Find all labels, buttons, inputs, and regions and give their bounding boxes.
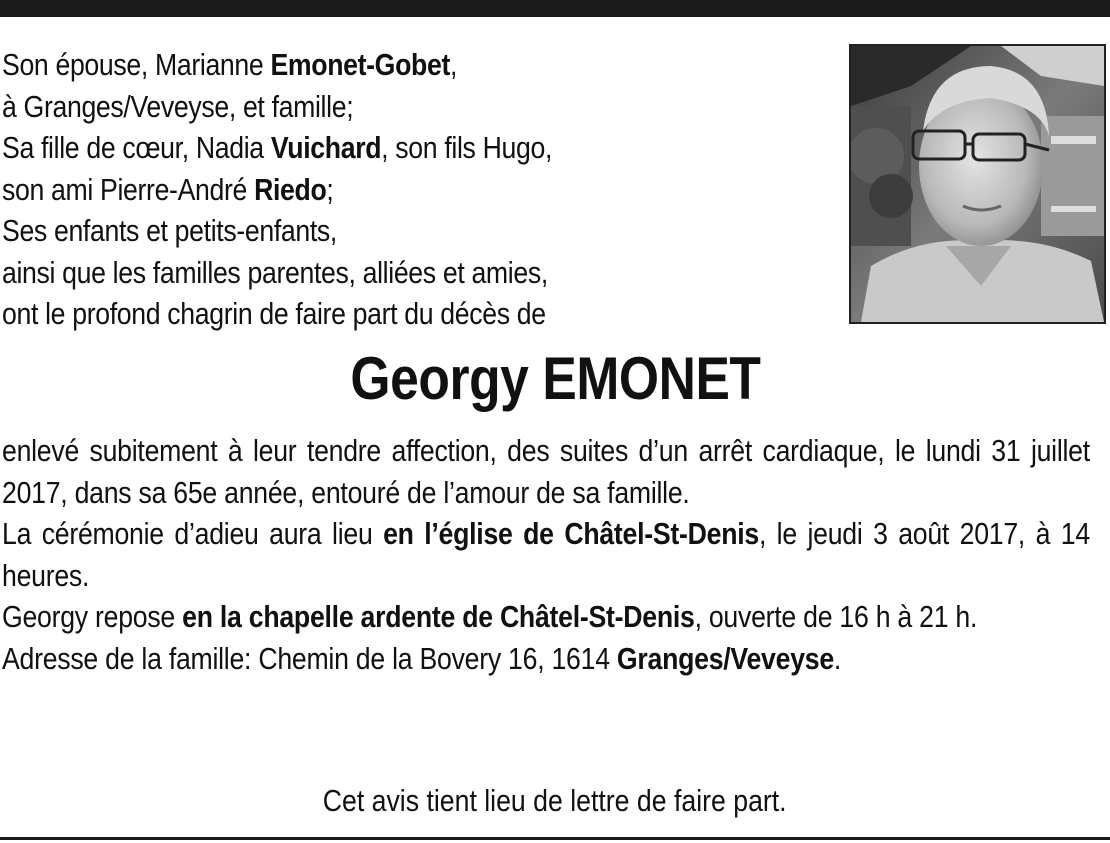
intro-line-1: Son épouse, Marianne Emonet-Gobet, bbox=[2, 47, 458, 82]
intro-line-2: à Granges/Veveyse, et famille; bbox=[2, 88, 354, 124]
paragraph-chapel: Georgy repose en la chapelle ardente de Châtel-St-Denis, ouverte de 16 h à 21 h. bbox=[2, 599, 978, 634]
paragraph-ceremony: La cérémonie d’adieu aura lieu en l’église de Châtel-St-Denis, le jeudi 3 août 2017, à 14 heures. bbox=[2, 516, 1090, 593]
paragraph-circumstances: enlevé subitement à leur tendre affection, des suites d’un arrêt cardiaque, le lundi 31 juillet 2017, dans sa 65e année, entouré de l’amour de sa famille. bbox=[2, 433, 1090, 510]
intro-line-3: Sa fille de cœur, Nadia Vuichard, son fils Hugo, bbox=[2, 130, 553, 165]
intro-line-7: ont le profond chagrin de faire part du décès de bbox=[2, 296, 546, 331]
family-announcement bbox=[2, 44, 716, 335]
top-rule bbox=[0, 0, 1110, 17]
portrait-illustration bbox=[851, 46, 1104, 322]
paragraph-address: Adresse de la famille: Chemin de la Bovery 16, 1614 Granges/Veveyse. bbox=[2, 640, 842, 676]
bottom-rule bbox=[0, 837, 1110, 840]
intro-line-4: son ami Pierre-André Riedo; bbox=[2, 171, 334, 207]
deceased-name: Georgy EMONET bbox=[349, 345, 761, 412]
notice-body bbox=[2, 430, 1090, 679]
portrait-photo bbox=[849, 44, 1106, 324]
closing-note: Cet avis tient lieu de lettre de faire part. bbox=[323, 783, 787, 818]
intro-line-6: ainsi que les familles parentes, alliées et amies, bbox=[2, 254, 548, 290]
intro-line-5: Ses enfants et petits-enfants, bbox=[2, 213, 337, 248]
